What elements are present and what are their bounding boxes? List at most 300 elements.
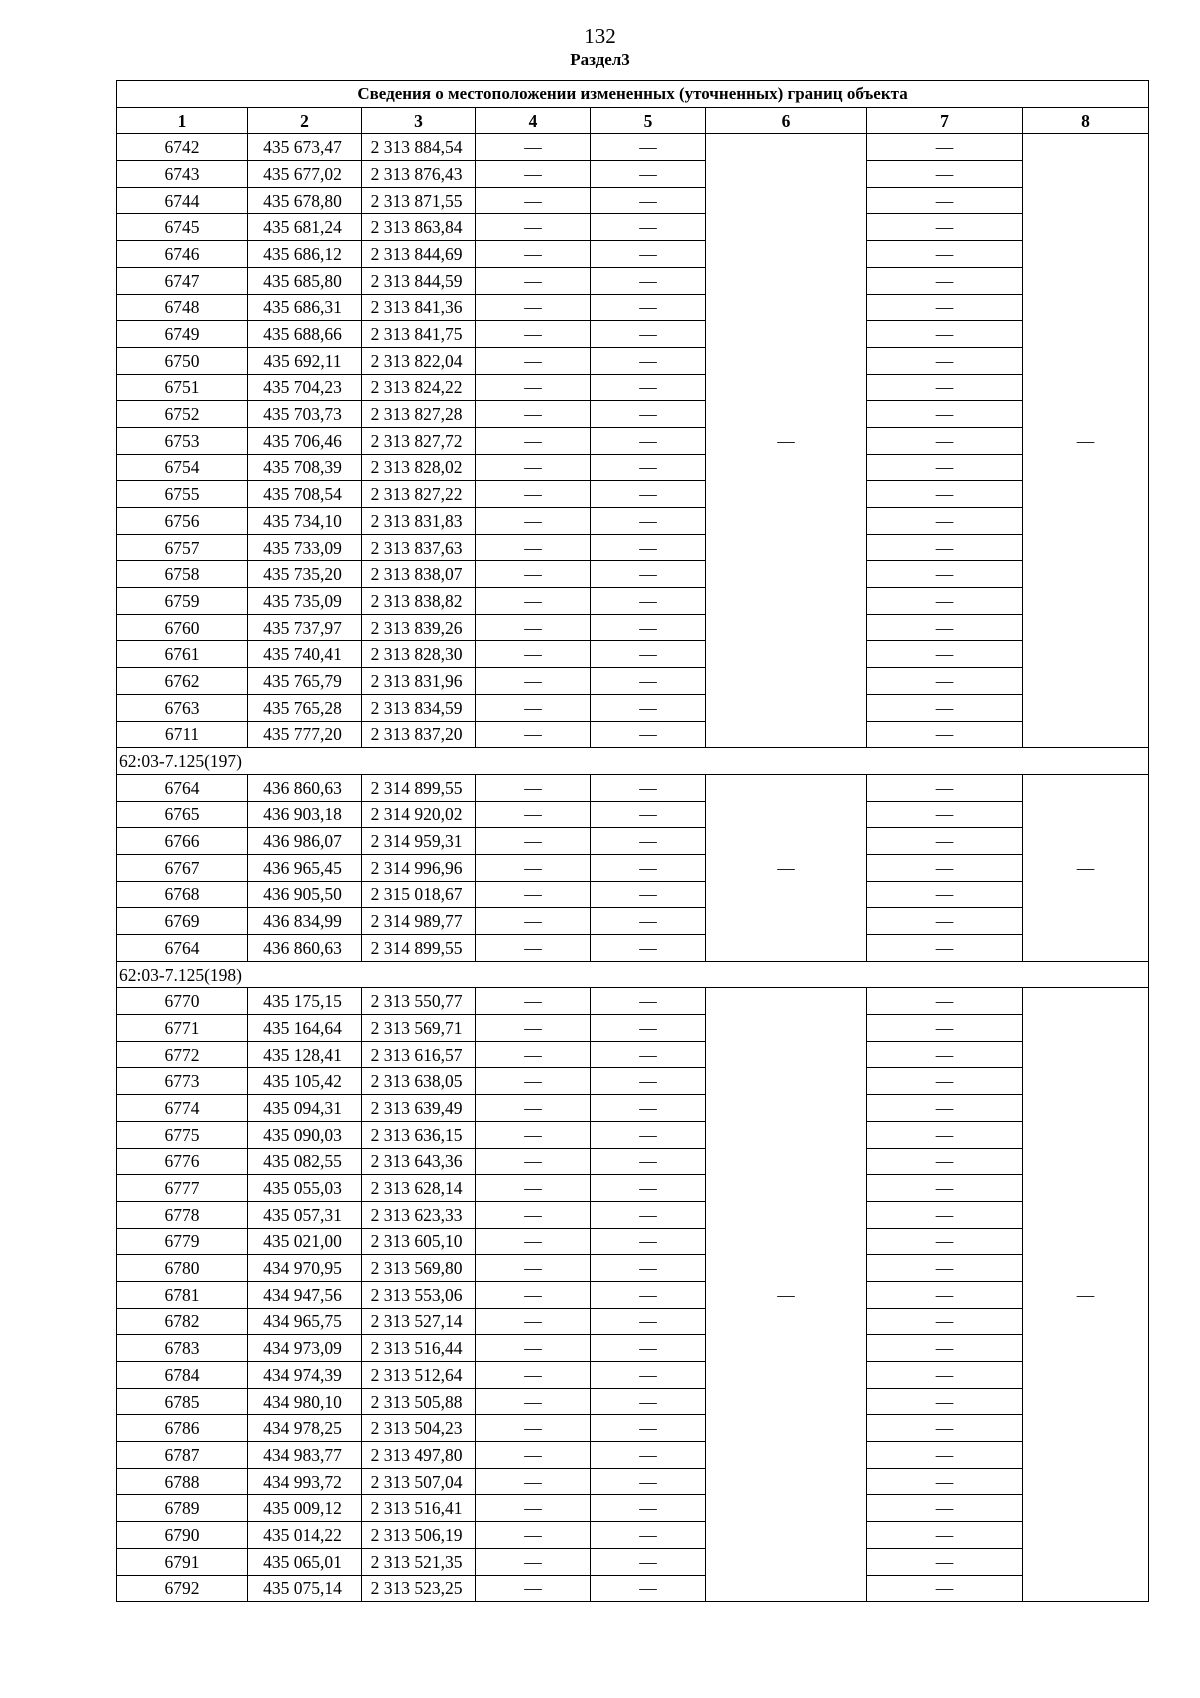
dash-cell: — xyxy=(476,214,591,241)
dash-cell: — xyxy=(867,1015,1023,1042)
dash-cell: — xyxy=(867,481,1023,508)
dash-cell: — xyxy=(867,508,1023,535)
coordinate-x: 434 970,95 xyxy=(248,1255,362,1282)
table-row xyxy=(117,774,1149,801)
dash-cell: — xyxy=(591,1228,706,1255)
dash-cell: — xyxy=(867,614,1023,641)
point-number: 6775 xyxy=(117,1121,248,1148)
point-number: 6743 xyxy=(117,161,248,188)
table-row xyxy=(117,1201,1149,1228)
coordinate-x: 435 708,39 xyxy=(248,454,362,481)
dash-cell: — xyxy=(476,721,591,748)
dash-cell: — xyxy=(476,427,591,454)
merged-dash-cell: — xyxy=(706,134,867,748)
coordinate-x: 435 708,54 xyxy=(248,481,362,508)
point-number: 6757 xyxy=(117,534,248,561)
dash-cell: — xyxy=(476,854,591,881)
point-number: 6772 xyxy=(117,1041,248,1068)
coordinate-y: 2 313 828,30 xyxy=(362,641,476,668)
dash-cell: — xyxy=(591,401,706,428)
dash-cell: — xyxy=(591,1575,706,1602)
coordinate-y: 2 313 828,02 xyxy=(362,454,476,481)
point-number: 6769 xyxy=(117,908,248,935)
dash-cell: — xyxy=(591,988,706,1015)
table-row xyxy=(117,1255,1149,1282)
dash-cell: — xyxy=(591,1041,706,1068)
dash-cell: — xyxy=(867,187,1023,214)
point-number: 6744 xyxy=(117,187,248,214)
dash-cell: — xyxy=(476,1308,591,1335)
coordinate-x: 435 765,28 xyxy=(248,694,362,721)
merged-dash-cell: — xyxy=(1023,134,1149,748)
dash-cell: — xyxy=(867,988,1023,1015)
coordinate-x: 435 734,10 xyxy=(248,508,362,535)
dash-cell: — xyxy=(591,214,706,241)
coordinate-x: 436 834,99 xyxy=(248,908,362,935)
point-number: 6792 xyxy=(117,1575,248,1602)
coordinate-x: 435 105,42 xyxy=(248,1068,362,1095)
dash-cell: — xyxy=(476,187,591,214)
table-row xyxy=(117,1041,1149,1068)
dash-cell: — xyxy=(591,1255,706,1282)
dash-cell: — xyxy=(867,1495,1023,1522)
coordinate-x: 435 014,22 xyxy=(248,1522,362,1549)
dash-cell: — xyxy=(591,134,706,161)
group-title: 62:03-7.125(198) xyxy=(117,961,1149,988)
table-row xyxy=(117,614,1149,641)
coordinate-y: 2 313 831,96 xyxy=(362,668,476,695)
dash-cell: — xyxy=(591,161,706,188)
point-number: 6753 xyxy=(117,427,248,454)
dash-cell: — xyxy=(591,1015,706,1042)
coordinate-x: 435 777,20 xyxy=(248,721,362,748)
coordinate-y: 2 313 616,57 xyxy=(362,1041,476,1068)
dash-cell: — xyxy=(867,1522,1023,1549)
table-row xyxy=(117,427,1149,454)
point-number: 6790 xyxy=(117,1522,248,1549)
coordinate-y: 2 313 827,72 xyxy=(362,427,476,454)
dash-cell: — xyxy=(867,668,1023,695)
coordinate-y: 2 313 516,44 xyxy=(362,1335,476,1362)
column-number: 1 xyxy=(117,107,248,134)
coordinate-x: 434 947,56 xyxy=(248,1281,362,1308)
point-number: 6773 xyxy=(117,1068,248,1095)
point-number: 6754 xyxy=(117,454,248,481)
coordinate-y: 2 313 497,80 xyxy=(362,1442,476,1469)
point-number: 6746 xyxy=(117,241,248,268)
coordinate-x: 435 175,15 xyxy=(248,988,362,1015)
dash-cell: — xyxy=(867,1308,1023,1335)
dash-cell: — xyxy=(591,1362,706,1389)
dash-cell: — xyxy=(867,294,1023,321)
dash-cell: — xyxy=(591,294,706,321)
point-number: 6788 xyxy=(117,1468,248,1495)
dash-cell: — xyxy=(867,774,1023,801)
dash-cell: — xyxy=(591,1335,706,1362)
dash-cell: — xyxy=(867,1442,1023,1469)
coordinate-y: 2 313 827,22 xyxy=(362,481,476,508)
table-row xyxy=(117,881,1149,908)
dash-cell: — xyxy=(867,1041,1023,1068)
coordinate-y: 2 313 839,26 xyxy=(362,614,476,641)
point-number: 6765 xyxy=(117,801,248,828)
point-number: 6780 xyxy=(117,1255,248,1282)
point-number: 6791 xyxy=(117,1548,248,1575)
dash-cell: — xyxy=(591,828,706,855)
dash-cell: — xyxy=(867,1068,1023,1095)
point-number: 6770 xyxy=(117,988,248,1015)
coordinate-x: 436 860,63 xyxy=(248,935,362,962)
dash-cell: — xyxy=(867,401,1023,428)
coordinate-x: 435 678,80 xyxy=(248,187,362,214)
dash-cell: — xyxy=(476,1148,591,1175)
dash-cell: — xyxy=(867,534,1023,561)
dash-cell: — xyxy=(476,801,591,828)
column-number-row xyxy=(117,107,1149,134)
table-row xyxy=(117,1281,1149,1308)
dash-cell: — xyxy=(476,1201,591,1228)
dash-cell: — xyxy=(867,321,1023,348)
coordinate-x: 434 993,72 xyxy=(248,1468,362,1495)
dash-cell: — xyxy=(476,267,591,294)
point-number: 6789 xyxy=(117,1495,248,1522)
coordinate-x: 434 965,75 xyxy=(248,1308,362,1335)
dash-cell: — xyxy=(867,1281,1023,1308)
dash-cell: — xyxy=(867,347,1023,374)
dash-cell: — xyxy=(476,1068,591,1095)
point-number: 6751 xyxy=(117,374,248,401)
dash-cell: — xyxy=(476,1255,591,1282)
coordinate-y: 2 313 628,14 xyxy=(362,1175,476,1202)
coordinate-y: 2 313 863,84 xyxy=(362,214,476,241)
merged-dash-cell: — xyxy=(706,774,867,961)
dash-cell: — xyxy=(476,1281,591,1308)
dash-cell: — xyxy=(867,641,1023,668)
dash-cell: — xyxy=(867,214,1023,241)
dash-cell: — xyxy=(867,1415,1023,1442)
coordinate-y: 2 313 523,25 xyxy=(362,1575,476,1602)
point-number: 6747 xyxy=(117,267,248,294)
dash-cell: — xyxy=(476,1388,591,1415)
dash-cell: — xyxy=(867,1388,1023,1415)
coordinate-x: 435 677,02 xyxy=(248,161,362,188)
section-title: Раздел3 xyxy=(570,50,630,69)
table-row xyxy=(117,454,1149,481)
point-number: 6756 xyxy=(117,508,248,535)
coordinate-x: 435 703,73 xyxy=(248,401,362,428)
table-row xyxy=(117,1522,1149,1549)
coordinate-y: 2 313 837,63 xyxy=(362,534,476,561)
dash-cell: — xyxy=(591,908,706,935)
merged-dash-cell: — xyxy=(706,988,867,1602)
point-number: 6771 xyxy=(117,1015,248,1042)
dash-cell: — xyxy=(867,1362,1023,1389)
point-number: 6785 xyxy=(117,1388,248,1415)
dash-cell: — xyxy=(591,1522,706,1549)
dash-cell: — xyxy=(867,241,1023,268)
dash-cell: — xyxy=(867,908,1023,935)
coordinate-y: 2 313 569,80 xyxy=(362,1255,476,1282)
dash-cell: — xyxy=(476,935,591,962)
coordinate-y: 2 313 837,20 xyxy=(362,721,476,748)
coordinate-y: 2 313 623,33 xyxy=(362,1201,476,1228)
coordinate-x: 435 057,31 xyxy=(248,1201,362,1228)
coordinate-x: 435 735,09 xyxy=(248,588,362,615)
point-number: 6742 xyxy=(117,134,248,161)
coordinate-x: 436 986,07 xyxy=(248,828,362,855)
coordinate-x: 435 704,23 xyxy=(248,374,362,401)
point-number: 6768 xyxy=(117,881,248,908)
dash-cell: — xyxy=(591,1388,706,1415)
coordinate-y: 2 313 569,71 xyxy=(362,1015,476,1042)
point-number: 6759 xyxy=(117,588,248,615)
coordinate-y: 2 313 553,06 xyxy=(362,1281,476,1308)
dash-cell: — xyxy=(476,694,591,721)
dash-cell: — xyxy=(591,641,706,668)
coordinate-x: 435 055,03 xyxy=(248,1175,362,1202)
coordinate-x: 436 965,45 xyxy=(248,854,362,881)
dash-cell: — xyxy=(591,561,706,588)
dash-cell: — xyxy=(591,774,706,801)
table-row xyxy=(117,1415,1149,1442)
dash-cell: — xyxy=(591,1281,706,1308)
point-number: 6776 xyxy=(117,1148,248,1175)
dash-cell: — xyxy=(591,534,706,561)
group-header-row xyxy=(117,748,1149,775)
table-row xyxy=(117,347,1149,374)
dash-cell: — xyxy=(867,267,1023,294)
coordinate-x: 435 065,01 xyxy=(248,1548,362,1575)
dash-cell: — xyxy=(476,1095,591,1122)
coordinate-y: 2 313 834,59 xyxy=(362,694,476,721)
coordinate-y: 2 314 989,77 xyxy=(362,908,476,935)
coordinate-y: 2 313 527,14 xyxy=(362,1308,476,1335)
dash-cell: — xyxy=(476,588,591,615)
coordinate-x: 435 688,66 xyxy=(248,321,362,348)
coordinate-y: 2 313 831,83 xyxy=(362,508,476,535)
point-number: 6764 xyxy=(117,774,248,801)
dash-cell: — xyxy=(867,721,1023,748)
coordinate-x: 435 128,41 xyxy=(248,1041,362,1068)
point-number: 6750 xyxy=(117,347,248,374)
dash-cell: — xyxy=(476,1522,591,1549)
dash-cell: — xyxy=(591,801,706,828)
merged-dash-cell: — xyxy=(1023,988,1149,1602)
coordinate-y: 2 313 512,64 xyxy=(362,1362,476,1389)
column-number: 3 xyxy=(362,107,476,134)
column-number: 8 xyxy=(1023,107,1149,134)
table-row xyxy=(117,241,1149,268)
dash-cell: — xyxy=(867,854,1023,881)
dash-cell: — xyxy=(867,1335,1023,1362)
dash-cell: — xyxy=(476,1495,591,1522)
table-row xyxy=(117,534,1149,561)
dash-cell: — xyxy=(591,1095,706,1122)
column-number: 6 xyxy=(706,107,867,134)
coordinate-x: 434 983,77 xyxy=(248,1442,362,1469)
table-row xyxy=(117,988,1149,1015)
coordinate-y: 2 313 507,04 xyxy=(362,1468,476,1495)
dash-cell: — xyxy=(867,588,1023,615)
point-number: 6760 xyxy=(117,614,248,641)
table-row xyxy=(117,1015,1149,1042)
point-number: 6763 xyxy=(117,694,248,721)
coordinate-y: 2 313 827,28 xyxy=(362,401,476,428)
merged-dash-cell: — xyxy=(1023,774,1149,961)
coordinate-x: 435 706,46 xyxy=(248,427,362,454)
point-number: 6784 xyxy=(117,1362,248,1389)
dash-cell: — xyxy=(591,1201,706,1228)
table-row xyxy=(117,1495,1149,1522)
coordinate-x: 435 765,79 xyxy=(248,668,362,695)
dash-cell: — xyxy=(476,1015,591,1042)
coordinate-y: 2 313 643,36 xyxy=(362,1148,476,1175)
point-number: 6758 xyxy=(117,561,248,588)
coordinate-x: 434 978,25 xyxy=(248,1415,362,1442)
coordinate-x: 435 009,12 xyxy=(248,1495,362,1522)
coordinate-y: 2 315 018,67 xyxy=(362,881,476,908)
dash-cell: — xyxy=(476,241,591,268)
table-row xyxy=(117,134,1149,161)
point-number: 6749 xyxy=(117,321,248,348)
table-row xyxy=(117,641,1149,668)
table-row xyxy=(117,1468,1149,1495)
point-number: 6752 xyxy=(117,401,248,428)
table-row xyxy=(117,214,1149,241)
coordinate-y: 2 313 506,19 xyxy=(362,1522,476,1549)
coordinate-x: 434 980,10 xyxy=(248,1388,362,1415)
dash-cell: — xyxy=(476,1175,591,1202)
coordinate-y: 2 313 638,05 xyxy=(362,1068,476,1095)
coordinate-y: 2 313 871,55 xyxy=(362,187,476,214)
dash-cell: — xyxy=(867,935,1023,962)
point-number: 6745 xyxy=(117,214,248,241)
point-number: 6767 xyxy=(117,854,248,881)
table-row xyxy=(117,267,1149,294)
dash-cell: — xyxy=(476,508,591,535)
coordinate-y: 2 313 838,82 xyxy=(362,588,476,615)
dash-cell: — xyxy=(476,454,591,481)
coordinate-x: 435 164,64 xyxy=(248,1015,362,1042)
dash-cell: — xyxy=(476,347,591,374)
dash-cell: — xyxy=(591,241,706,268)
dash-cell: — xyxy=(476,988,591,1015)
coordinate-x: 435 737,97 xyxy=(248,614,362,641)
coordinate-x: 435 075,14 xyxy=(248,1575,362,1602)
dash-cell: — xyxy=(867,1175,1023,1202)
dash-cell: — xyxy=(591,1068,706,1095)
dash-cell: — xyxy=(476,828,591,855)
dash-cell: — xyxy=(476,641,591,668)
dash-cell: — xyxy=(591,1548,706,1575)
coordinate-x: 436 860,63 xyxy=(248,774,362,801)
dash-cell: — xyxy=(591,1415,706,1442)
coordinate-y: 2 313 605,10 xyxy=(362,1228,476,1255)
dash-cell: — xyxy=(591,187,706,214)
coordinate-y: 2 314 920,02 xyxy=(362,801,476,828)
dash-cell: — xyxy=(867,161,1023,188)
dash-cell: — xyxy=(591,321,706,348)
dash-cell: — xyxy=(476,1362,591,1389)
dash-cell: — xyxy=(591,427,706,454)
dash-cell: — xyxy=(476,374,591,401)
coordinate-x: 435 733,09 xyxy=(248,534,362,561)
table-row xyxy=(117,1335,1149,1362)
dash-cell: — xyxy=(476,908,591,935)
table-row xyxy=(117,1575,1149,1602)
dash-cell: — xyxy=(476,1415,591,1442)
table-row xyxy=(117,1308,1149,1335)
table-row xyxy=(117,668,1149,695)
dash-cell: — xyxy=(476,534,591,561)
page-number: 132 xyxy=(584,24,616,48)
coordinate-x: 435 094,31 xyxy=(248,1095,362,1122)
coordinate-x: 435 735,20 xyxy=(248,561,362,588)
table-row xyxy=(117,1148,1149,1175)
dash-cell: — xyxy=(867,694,1023,721)
coordinate-y: 2 313 824,22 xyxy=(362,374,476,401)
coordinate-y: 2 313 876,43 xyxy=(362,161,476,188)
coordinate-x: 435 685,80 xyxy=(248,267,362,294)
dash-cell: — xyxy=(476,1041,591,1068)
dash-cell: — xyxy=(591,588,706,615)
dash-cell: — xyxy=(476,134,591,161)
point-number: 6787 xyxy=(117,1442,248,1469)
coordinate-y: 2 314 899,55 xyxy=(362,774,476,801)
dash-cell: — xyxy=(476,1335,591,1362)
dash-cell: — xyxy=(591,1495,706,1522)
coordinate-y: 2 313 505,88 xyxy=(362,1388,476,1415)
coordinate-y: 2 313 521,35 xyxy=(362,1548,476,1575)
coordinate-y: 2 313 838,07 xyxy=(362,561,476,588)
dash-cell: — xyxy=(867,801,1023,828)
dash-cell: — xyxy=(591,1121,706,1148)
point-number: 6774 xyxy=(117,1095,248,1122)
coordinate-y: 2 313 841,36 xyxy=(362,294,476,321)
column-number: 4 xyxy=(476,107,591,134)
dash-cell: — xyxy=(591,508,706,535)
dash-cell: — xyxy=(476,614,591,641)
dash-cell: — xyxy=(476,481,591,508)
dash-cell: — xyxy=(867,454,1023,481)
coordinate-x: 435 082,55 xyxy=(248,1148,362,1175)
dash-cell: — xyxy=(476,1228,591,1255)
point-number: 6779 xyxy=(117,1228,248,1255)
table-row xyxy=(117,481,1149,508)
point-number: 6711 xyxy=(117,721,248,748)
dash-cell: — xyxy=(591,1442,706,1469)
coordinate-y: 2 313 504,23 xyxy=(362,1415,476,1442)
point-number: 6781 xyxy=(117,1281,248,1308)
table-row xyxy=(117,801,1149,828)
dash-cell: — xyxy=(591,374,706,401)
table-row xyxy=(117,908,1149,935)
group-header-row xyxy=(117,961,1149,988)
table-body xyxy=(117,134,1149,1602)
dash-cell: — xyxy=(591,1308,706,1335)
table-row xyxy=(117,508,1149,535)
column-number: 5 xyxy=(591,107,706,134)
table-row xyxy=(117,828,1149,855)
dash-cell: — xyxy=(591,881,706,908)
dash-cell: — xyxy=(867,374,1023,401)
table-row xyxy=(117,935,1149,962)
dash-cell: — xyxy=(867,1255,1023,1282)
coordinate-y: 2 313 841,75 xyxy=(362,321,476,348)
coordinate-x: 435 681,24 xyxy=(248,214,362,241)
point-number: 6777 xyxy=(117,1175,248,1202)
coordinate-x: 435 673,47 xyxy=(248,134,362,161)
